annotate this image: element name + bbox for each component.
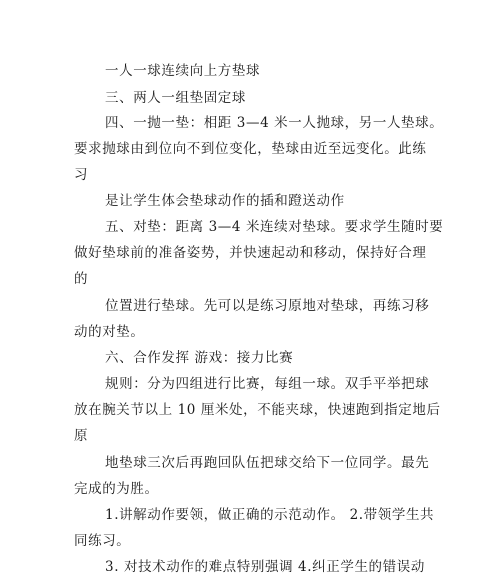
text-line-9: 的 (74, 271, 89, 287)
text-line-13: 规则：分为四组进行比赛，每组一球。双手平举把球 (105, 376, 430, 392)
text-line-1: 一人一球连续向上方垫球 (105, 63, 261, 79)
text-line-6: 是让学生体会垫球动作的插和蹬送动作 (105, 193, 345, 209)
text-line-18: 1.讲解动作要领，做正确的示范动作。 2.带领学生共 (105, 507, 435, 523)
text-line-5: 习 (74, 167, 89, 183)
text-line-16: 地垫球三次后再跑回队伍把球交给下一位同学。最先 (105, 455, 430, 471)
text-line-17: 完成的为胜。 (74, 481, 159, 497)
text-line-3: 四、一抛一垫：相距 3—4 米一人抛球，另一人垫球。 (105, 115, 444, 131)
text-line-4: 要求抛球由到位向不到位变化，垫球由近至远变化。此练 (74, 141, 427, 157)
text-line-7: 五、对垫：距离 3—4 米连续对垫球。要求学生随时要 (105, 219, 444, 235)
text-line-10: 位置进行垫球。先可以是练习原地对垫球，再练习移 (105, 298, 430, 314)
text-line-12: 六、合作发挥 游戏：接力比赛 (105, 350, 294, 366)
text-line-20: 3. 对技术动作的难点特别强调 4.纠正学生的错误动 (105, 559, 425, 575)
text-line-8: 做好垫球前的准备姿势，并快速起动和移动，保持好合理 (74, 245, 427, 261)
text-line-15: 原 (74, 428, 89, 444)
text-line-14: 放在腕关节以上 10 厘米处，不能夹球，快速跑到指定地后 (74, 402, 441, 418)
text-line-2: 三、两人一组垫固定球 (105, 90, 246, 106)
text-line-19: 同练习。 (74, 533, 131, 549)
text-line-11: 动的对垫。 (74, 324, 145, 340)
